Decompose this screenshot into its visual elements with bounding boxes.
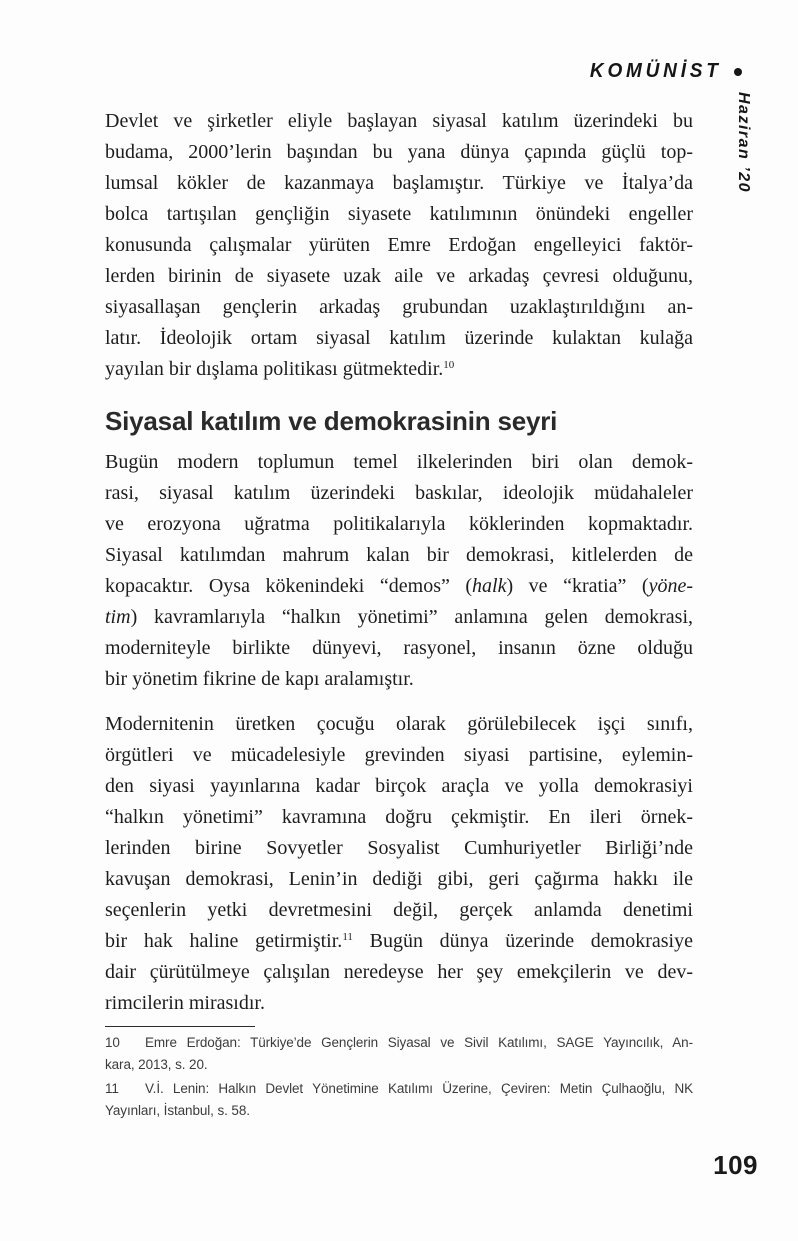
text-line [105, 1032, 693, 1054]
text-segment: seçenlerin yetki devretmesini değil, gerçek anlamda denetimi [105, 899, 693, 921]
italic-term: yöne- [648, 575, 693, 597]
text-segment: budama, 2000’lerin başından bu yana dünya çapında güçlü top- [105, 141, 693, 163]
text-segment: örgütleri ve mücadelesiyle grevinden siyasi partisine, eylemin- [105, 744, 693, 766]
footnotes-section [105, 1026, 693, 1122]
footnote-ref: 11 [342, 931, 353, 943]
text-line [105, 957, 693, 988]
text-segment: bolca tartışılan gençliğin siyasete katılımının önündeki engeller [105, 203, 693, 225]
italic-term: halk [472, 575, 507, 597]
text-line [105, 447, 693, 478]
text-line [105, 1100, 693, 1122]
text-segment: rasi, siyasal katılım üzerindeki baskılar, ideolojik müdahaleler [105, 482, 693, 504]
text-segment: “halkın yönetimi” kavramına doğru çekmiştir. En ileri örnek- [105, 806, 693, 828]
text-line [105, 1054, 693, 1076]
issue-date-vertical: Haziran ’20 [735, 92, 752, 193]
text-line [105, 664, 693, 695]
text-line [105, 926, 693, 957]
paragraph-3 [105, 709, 693, 1019]
text-line [105, 602, 693, 633]
text-line [105, 199, 693, 230]
text-segment: den siyasi yayınlarına kadar birçok araçla ve yolla demokrasiyi [105, 775, 693, 797]
text-segment: Siyasal katılımdan mahrum kalan bir demokrasi, kitlelerden de [105, 544, 693, 566]
text-segment: latır. İdeolojik ortam siyasal katılım üzerinde kulaktan kulağa [105, 327, 693, 349]
footnote-10 [105, 1032, 693, 1076]
text-segment: Devlet ve şirketler eliyle başlayan siyasal katılım üzerindeki bu [105, 110, 693, 132]
text-segment: lerden birinin de siyasete uzak aile ve arkadaş çevresi olduğunu, [105, 265, 693, 287]
text-segment: Bugün modern toplumun temel ilkelerinden biri olan demok- [105, 451, 693, 473]
text-segment: rimcilerin mirasıdır. [105, 992, 265, 1014]
section-heading: Siyasal katılım ve demokrasinin seyri [105, 406, 558, 436]
text-segment: ) kavramlarıyla “halkın yönetimi” anlamına gelen demokrasi, [130, 606, 693, 628]
masthead [583, 60, 742, 83]
footnote-number: 11 [105, 1081, 119, 1096]
paragraph-2 [105, 447, 693, 695]
text-line [105, 633, 693, 664]
text-segment: bir yönetim fikrine de kapı aralamıştır. [105, 668, 414, 690]
text-segment: ) ve “kratia” ( [506, 575, 649, 597]
text-line [105, 771, 693, 802]
text-line [105, 323, 693, 354]
text-line [105, 168, 693, 199]
magazine-title: KOMÜNİST [590, 60, 722, 82]
text-line [105, 540, 693, 571]
text-segment: kavuşan demokrasi, Lenin’in dediği gibi, geri çağırma hakkı ile [105, 868, 693, 890]
text-segment: Modernitenin üretken çocuğu olarak görülebilecek işçi sınıfı, [105, 713, 693, 735]
text-line [105, 509, 693, 540]
text-segment: kopacaktır. Oysa kökenindeki “demos” ( [105, 575, 473, 597]
italic-term: tim [105, 606, 131, 628]
text-line [105, 478, 693, 509]
text-segment: siyasallaşan gençlerin arkadaş grubundan uzaklaştırıldığını an- [105, 296, 693, 318]
text-line [105, 740, 693, 771]
text-line [105, 261, 693, 292]
bullet-icon [734, 68, 742, 76]
paragraph-1 [105, 106, 693, 385]
text-line [105, 802, 693, 833]
text-segment: Yayınları, İstanbul, s. 58. [105, 1103, 250, 1118]
text-segment: dair çürütülmeye çalışılan neredeyse her şey emekçilerin ve dev- [105, 961, 693, 983]
footnote-divider [105, 1026, 255, 1027]
text-line [105, 230, 693, 261]
article-body [105, 106, 693, 1122]
text-segment: moderniteyle birlikte dünyevi, rasyonel, insanın özne olduğu [105, 637, 693, 659]
text-segment: V.İ. Lenin: Halkın Devlet Yönetimine Katılımı Üzerine, Çeviren: Metin Çulhaoğlu, NK [145, 1081, 693, 1096]
text-line [105, 354, 693, 385]
text-line [105, 864, 693, 895]
page-number: 109 [713, 1150, 758, 1180]
text-segment: Bugün dünya üzerinde demokrasiye [352, 930, 693, 952]
text-segment: lumsal kökler de kazanmaya başlamıştır. Türkiye ve İtalya’da [105, 172, 693, 194]
text-line [105, 988, 693, 1019]
text-segment: Emre Erdoğan: Türkiye’de Gençlerin Siyasal ve Sivil Katılımı, SAGE Yayıncılık, An- [145, 1035, 693, 1050]
text-segment: ve erozyona uğratma politikalarıyla köklerinden kopmaktadır. [105, 513, 693, 535]
text-line [105, 106, 693, 137]
footnote-number: 10 [105, 1035, 120, 1050]
text-segment: konusunda çalışmalar yürüten Emre Erdoğan engelleyici faktör- [105, 234, 693, 256]
footnote-11 [105, 1078, 693, 1122]
text-line [105, 137, 693, 168]
text-line [105, 895, 693, 926]
text-segment: kara, 2013, s. 20. [105, 1057, 208, 1072]
text-line [105, 833, 693, 864]
text-line [105, 709, 693, 740]
text-line [105, 1078, 693, 1100]
text-line [105, 571, 693, 602]
text-segment: yayılan bir dışlama politikası gütmektedir. [105, 358, 444, 380]
footnote-ref: 10 [443, 359, 455, 371]
text-segment: lerinden birine Sovyetler Sosyalist Cumhuriyetler Birliği’nde [105, 837, 693, 859]
text-line [105, 292, 693, 323]
text-segment: bir hak haline getirmiştir. [105, 930, 343, 952]
